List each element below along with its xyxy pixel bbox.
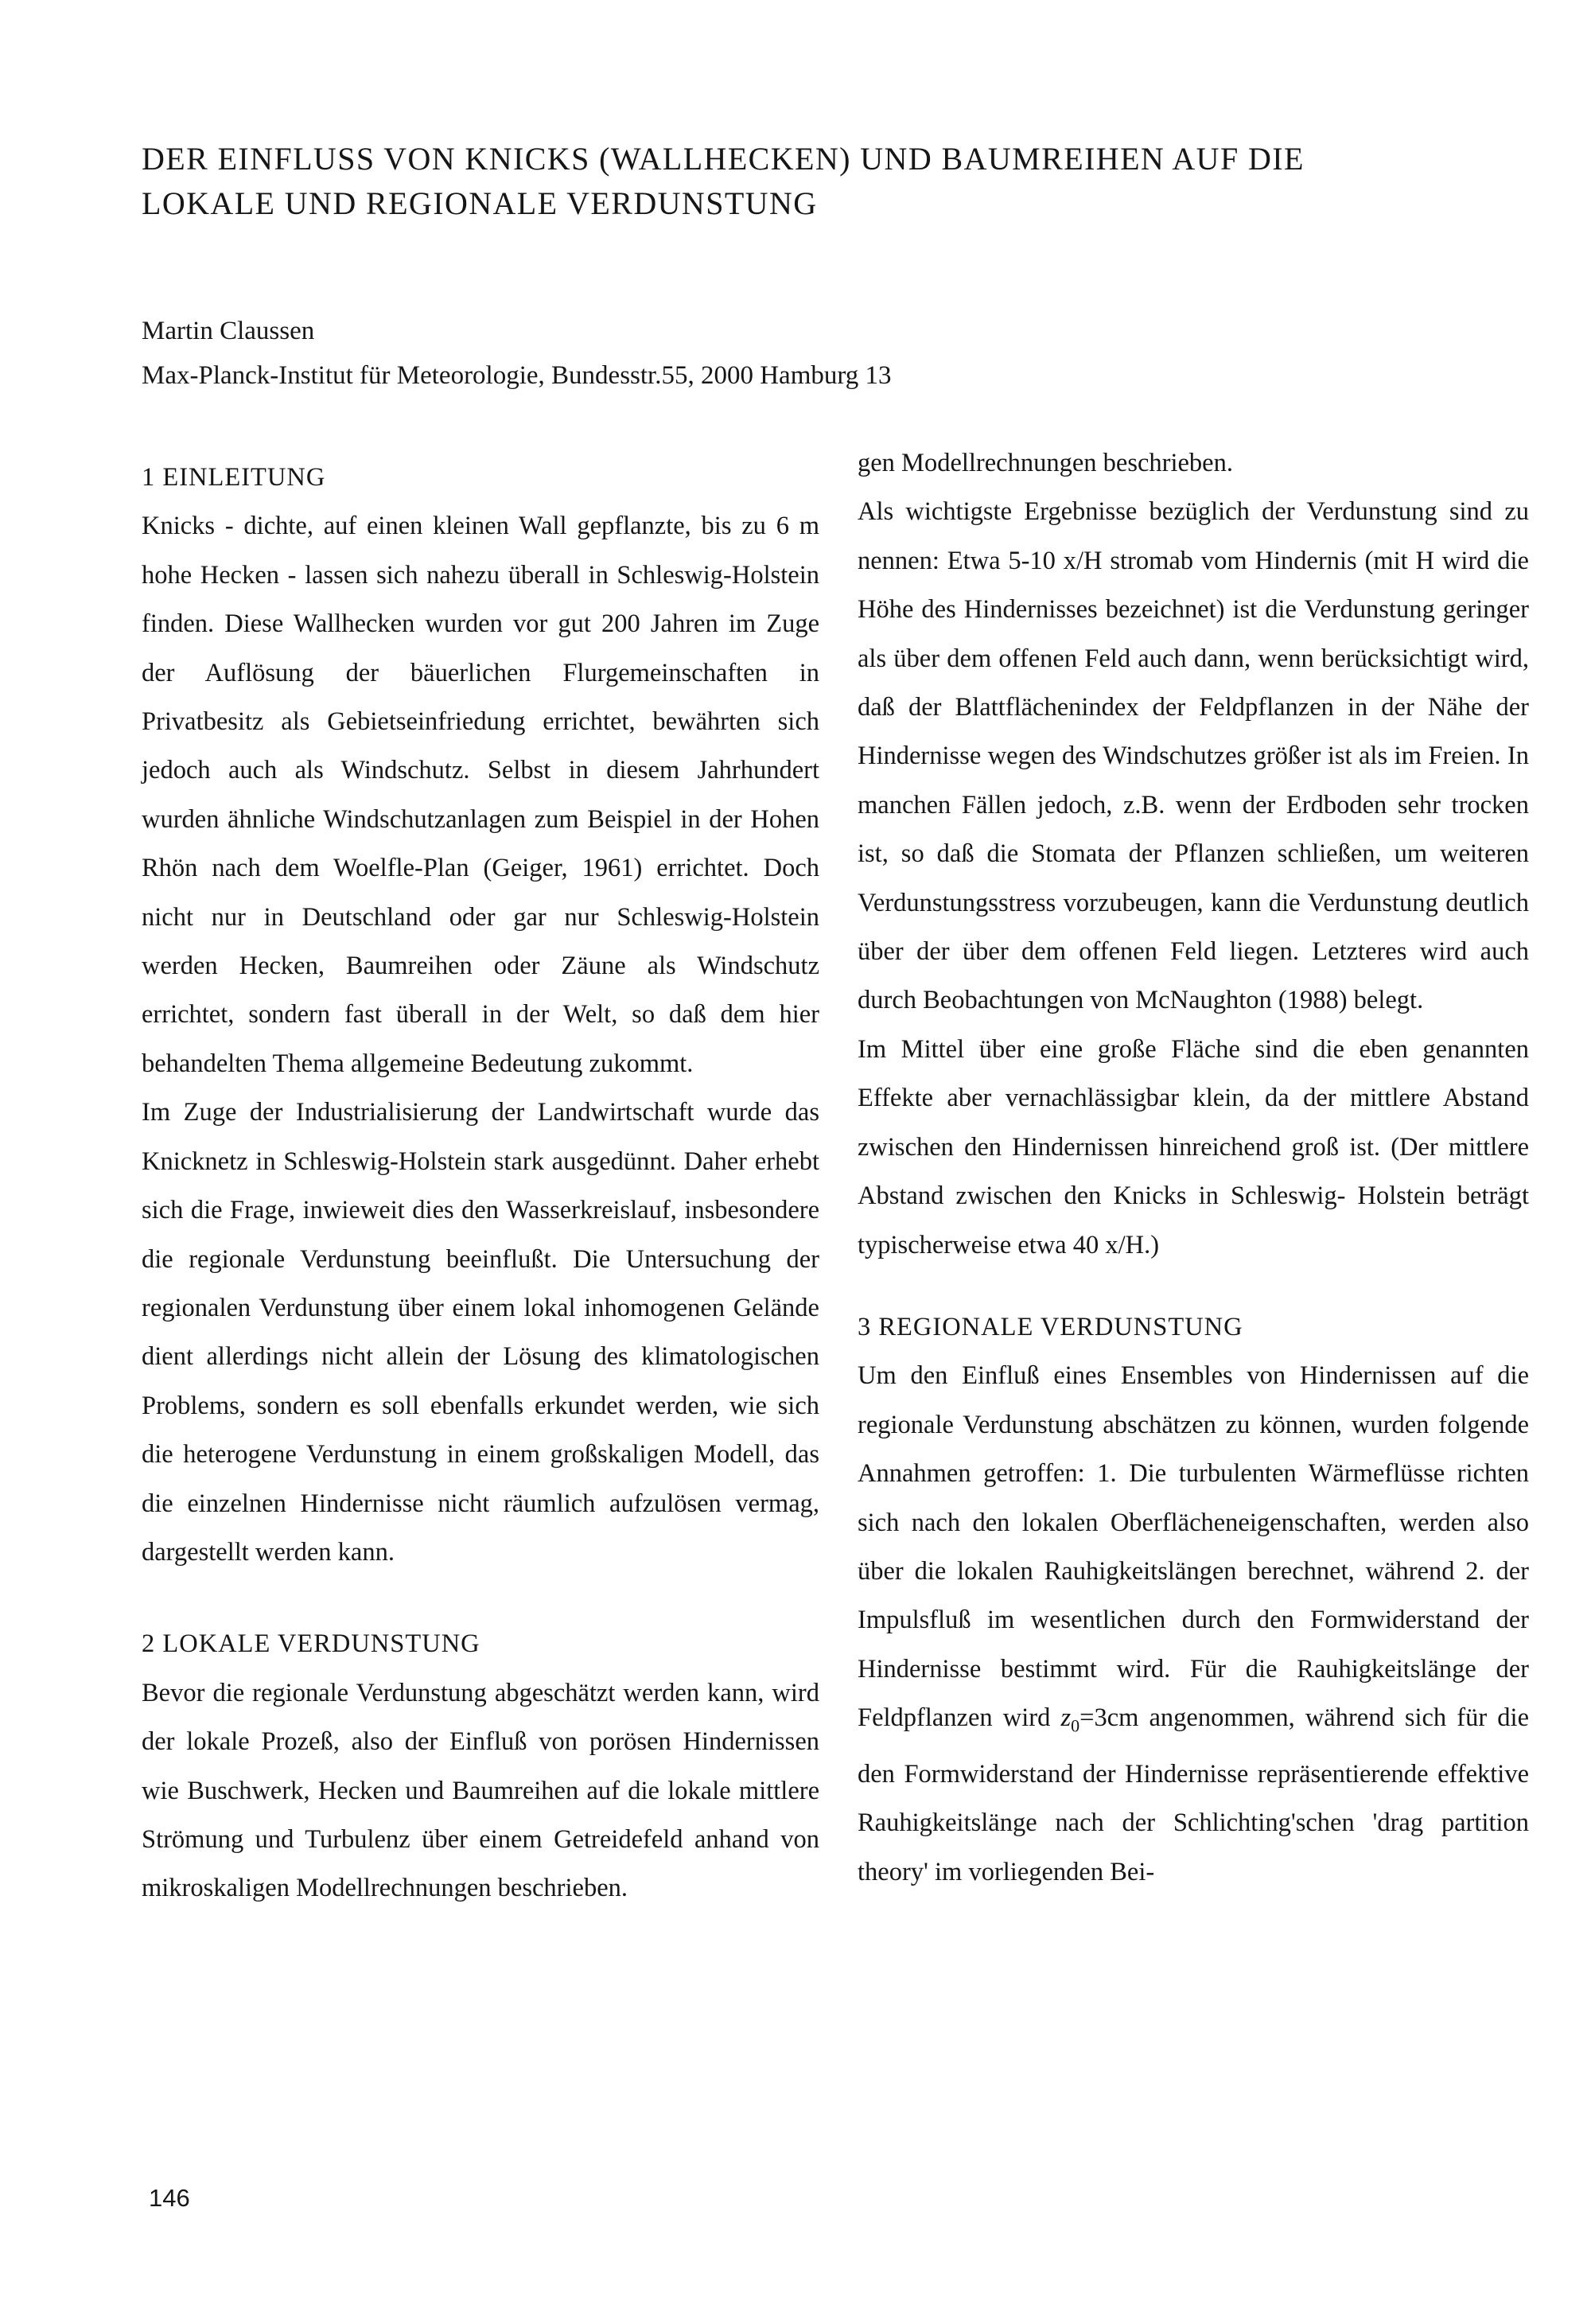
- author-block: [142, 309, 1335, 398]
- section-1-heading: 1 EINLEITUNG: [142, 463, 326, 492]
- section-3-text-b: =3cm angenommen, während sich für die den Formwiderstand der Hindernisse repräsentierende effektive Rauhigkeitslänge nach der Schlichting'schen 'drag partition theory' im vorliegenden Bei-: [858, 1703, 1529, 1886]
- section-2-paragraph-2: Als wichtigste Ergebnisse bezüglich der Verdunstung sind zu nennen: Etwa 5-10 x/H stromab vom Hindernis (mit H wird die Höhe des Hindernisses bezeichnet) ist die Verdunstung geringer als über dem offenen Feld auch dann, wenn berücksichtigt wird, daß der Blattflächenindex der Feldpflanzen in der Nähe der Hindernisse wegen des Windschutzes größer ist als im Freien. In manchen Fällen jedoch, z.B. wenn der Erdboden sehr trocken ist, so daß die Stomata der Pflanzen schließen, um weiteren Verdunstungsstress vorzubeugen, kann die Verdunstung deutlich über der über dem offenen Feld liegen. Letzteres wird auch durch Beobachtungen von McNaughton (1988) belegt.: [858, 497, 1529, 1015]
- right-column: [858, 439, 1529, 1897]
- section-3-text-a: Um den Einfluß eines Ensembles von Hindernissen auf die regionale Verdunstung abschätzen zu können, wurden folgende Annahmen getroffen: 1. Die turbulenten Wärmeflüsse richten sich nach den lokalen Oberflächeneigenschaften, werden also über die lokalen Rauhigkeitslängen berechnet, während 2. der Impulsfluß im wesentlichen durch den Formwiderstand der Hindernisse bestimmt wird. Für die Rauhigkeitslänge der Feldpflanzen wird: [858, 1361, 1529, 1733]
- z0-symbol: z: [1060, 1703, 1072, 1733]
- section-1-paragraph-1: Knicks - dichte, auf einen kleinen Wall gepflanzte, bis zu 6 m hohe Hecken - lassen sich nahezu überall in Schleswig-Holstein finden. Diese Wallhecken wurden vor gut 200 Jahren im Zuge der Auflösung der bäuerlichen Flurgemeinschaften in Privatbesitz als Gebietseinfriedung errichtet, bewährten sich jedoch auch als Windschutz. Selbst in diesem Jahrhundert wurden ähnliche Windschutzanlagen zum Beispiel in der Hohen Rhön nach dem Woelfle-Plan (Geiger, 1961) errichtet. Doch nicht nur in Deutschland oder gar nur Schleswig-Holstein werden Hecken, Baumreihen oder Zäune als Windschutz errichtet, sondern fast überall in der Welt, so daß dem hier behandelten Thema allgemeine Bedeutung zukommt.: [142, 512, 819, 1078]
- z0-subscript: 0: [1071, 1715, 1080, 1736]
- section-2-paragraph-3: Im Mittel über eine große Fläche sind die eben genannten Effekte aber vernachlässigbar klein, da der mittlere Abstand zwischen den Hindernissen hinreichend groß ist. (Der mittlere Abstand zwischen den Knicks in Schleswig- Holstein beträgt typischerweise etwa 40 x/H.): [858, 1034, 1529, 1259]
- author-name: Martin Claussen: [142, 317, 315, 345]
- page-number: 146: [149, 2184, 190, 2212]
- section-3-heading: 3 REGIONALE VERDUNSTUNG: [858, 1312, 1243, 1341]
- section-2-paragraph-1-continued: gen Modellrechnungen beschrieben.: [858, 449, 1233, 477]
- section-1-paragraph-2: Im Zuge der Industrialisierung der Landwirtschaft wurde das Knicknetz in Schleswig-Holstein stark ausgedünnt. Daher erhebt sich die Frage, inwieweit dies den Wasserkreislauf, insbesondere die regionale Verdunstung beeinflußt. Die Untersuchung der regionalen Verdunstung über einem lokal inhomogenen Gelände dient allerdings nicht allein der Lösung des klimatologischen Problems, sondern es soll ebenfalls erkundet werden, wie sich die heterogene Verdunstung in einem großskaligen Modell, das die einzelnen Hindernisse nicht räumlich aufzulösen vermag, dargestellt werden kann.: [142, 1098, 819, 1567]
- left-column: [142, 454, 819, 1903]
- title-line-2: LOKALE UND REGIONALE VERDUNSTUNG: [142, 185, 818, 221]
- section-2-paragraph-1: Bevor die regionale Verdunstung abgeschätzt werden kann, wird der lokale Prozeß, also der Einfluß von porösen Hindernissen wie Buschwerk, Hecken und Baumreihen auf die lokale mittlere Strömung und Turbulenz über einem Getreidefeld anhand von mikroskaligen Modellrechnungen beschrieben.: [142, 1678, 819, 1903]
- section-2-heading: 2 LOKALE VERDUNSTUNG: [142, 1629, 480, 1659]
- title-line-1: DER EINFLUSS VON KNICKS (WALLHECKEN) UND BAUMREIHEN AUF DIE: [142, 141, 1305, 177]
- section-3-paragraph-1: [858, 1352, 1529, 1897]
- author-affiliation: Max-Planck-Institut für Meteorologie, Bundesstr.55, 2000 Hamburg 13: [142, 361, 892, 390]
- paper-title: [142, 137, 1383, 226]
